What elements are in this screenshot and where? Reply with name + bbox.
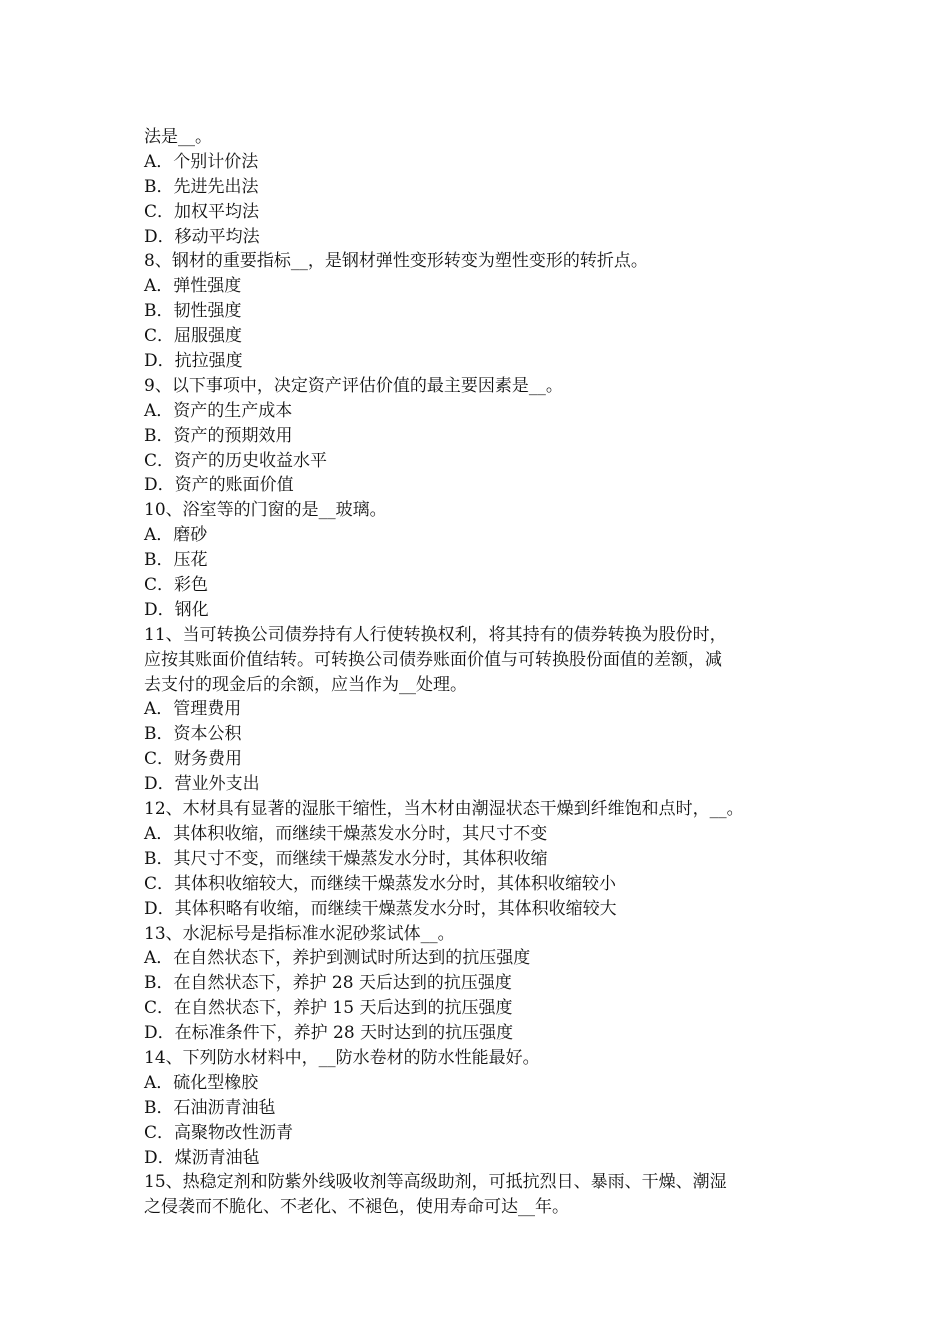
text-line: A．个别计价法 (144, 151, 259, 172)
document-page (144, 125, 814, 1220)
text-line: C．在自然状态下，养护 15 天后达到的抗压强度 (144, 998, 513, 1019)
text-line: C．其体积收缩较大，而继续干燥蒸发水分时，其体积收缩较小 (144, 873, 617, 894)
text-line: B．压花 (144, 550, 208, 571)
text-line: C．高聚物改性沥青 (144, 1122, 294, 1143)
text-line: D．在标准条件下，养护 28 天时达到的抗压强度 (144, 1023, 514, 1044)
text-line: 去支付的现金后的余额，应当作为__处理。 (144, 674, 467, 695)
text-line: 13、水泥标号是指标准水泥砂浆试体__。 (144, 923, 455, 944)
text-line: A．管理费用 (144, 699, 242, 720)
text-line: A．在自然状态下，养护到测试时所达到的抗压强度 (144, 948, 531, 969)
text-line: D．营业外支出 (144, 774, 260, 795)
text-line: D．资产的账面价值 (144, 475, 294, 496)
text-line: B．韧性强度 (144, 301, 242, 322)
text-line: B．先进先出法 (144, 176, 259, 197)
text-line: A．其体积收缩，而继续干燥蒸发水分时，其尺寸不变 (144, 823, 548, 844)
text-line: D．移动平均法 (144, 226, 260, 247)
text-line: D．抗拉强度 (144, 351, 243, 372)
text-line: A．磨砂 (144, 525, 208, 546)
text-line: C．屈服强度 (144, 326, 243, 347)
text-line: 应按其账面价值结转。可转换公司债券账面价值与可转换股份面值的差额，减 (144, 649, 722, 670)
text-line: 12、木材具有显著的湿胀干缩性，当木材由潮湿状态干燥到纤维饱和点时，__。 (144, 799, 744, 820)
text-line: C．财务费用 (144, 749, 243, 770)
text-line: A．资产的生产成本 (144, 400, 293, 421)
text-line: 10、浴室等的门窗的是__玻璃。 (144, 500, 387, 521)
text-line: B．其尺寸不变，而继续干燥蒸发水分时，其体积收缩 (144, 848, 548, 869)
text-line: 8、钢材的重要指标__，是钢材弹性变形转变为塑性变形的转折点。 (144, 251, 648, 272)
text-line: A．弹性强度 (144, 276, 242, 297)
text-line: B．石油沥青油毡 (144, 1097, 276, 1118)
text-line: A．硫化型橡胶 (144, 1072, 259, 1093)
text-line: D．其体积略有收缩，而继续干燥蒸发水分时，其体积收缩较大 (144, 898, 617, 919)
text-line: 之侵袭而不脆化、不老化、不褪色，使用寿命可达__年。 (144, 1197, 569, 1218)
text-line: 法是__。 (144, 127, 212, 147)
text-line: B．在自然状态下，养护 28 天后达到的抗压强度 (144, 973, 512, 994)
text-line: C．资产的历史收益水平 (144, 450, 328, 471)
text-line: C．彩色 (144, 575, 209, 596)
text-line: 15、热稳定剂和防紫外线吸收剂等高级助剂，可抵抗烈日、暴雨、干燥、潮湿 (144, 1172, 727, 1193)
text-line: B．资本公积 (144, 724, 242, 745)
text-line: 11、当可转换公司债券持有人行使转换权利，将其持有的债券转换为股份时， (144, 624, 727, 645)
text-line: D．钢化 (144, 599, 209, 620)
text-line: 9、以下事项中，决定资产评估价值的最主要因素是__。 (144, 375, 563, 396)
text-line: B．资产的预期效用 (144, 425, 293, 446)
text-line: 14、下列防水材料中，__防水卷材的防水性能最好。 (144, 1047, 540, 1068)
text-line: C．加权平均法 (144, 201, 260, 222)
text-line: D．煤沥青油毡 (144, 1147, 260, 1168)
